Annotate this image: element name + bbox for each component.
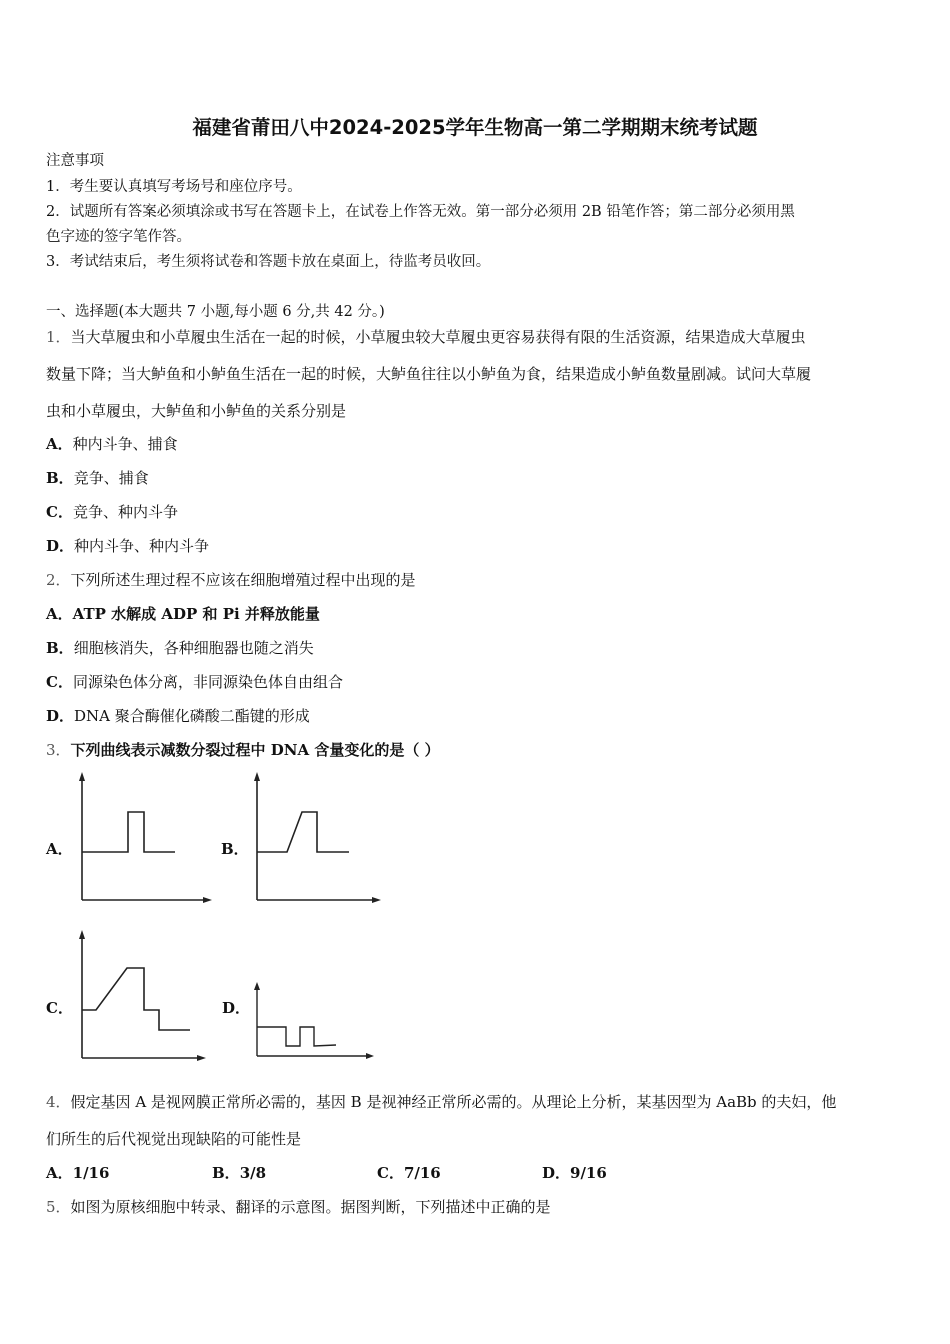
option-d[interactable] [542, 1164, 607, 1182]
graph-c[interactable] [70, 928, 215, 1068]
notice-heading: 注意事项 [46, 153, 104, 169]
option-text: 7/16 [403, 1164, 441, 1182]
option-letter: D． [46, 707, 75, 725]
notice-item: 色字迹的签字笔作答。 [46, 229, 191, 245]
option-c[interactable] [377, 1164, 441, 1182]
graph-label-b[interactable]: B． [221, 840, 249, 858]
option-letter: B． [46, 639, 74, 657]
option-letter: A． [46, 1164, 73, 1182]
option-b[interactable] [46, 469, 916, 487]
option-text: 竞争、种内斗争 [72, 503, 178, 521]
y-axis-arrow [79, 930, 85, 939]
x-axis-arrow [372, 897, 381, 903]
option-text: 同源染色体分离，非同源染色体自由组合 [72, 673, 343, 691]
question-number: 1． [46, 328, 71, 346]
option-letter: A． [46, 605, 73, 623]
option-letter: B． [46, 469, 74, 487]
option-letter: C． [46, 503, 73, 521]
graph-d[interactable] [246, 980, 381, 1065]
question-number: 4． [46, 1093, 71, 1111]
x-axis-arrow [366, 1053, 374, 1059]
question-2-line [46, 571, 916, 589]
option-a[interactable] [46, 605, 916, 623]
question-1-line [46, 328, 916, 346]
option-text: DNA 聚合酶催化磷酸二酯键的形成 [74, 707, 310, 725]
option-text: 9/16 [570, 1164, 607, 1182]
answer-row [46, 1164, 916, 1182]
option-letter: D． [542, 1164, 571, 1182]
graph-label-c[interactable]: C． [46, 999, 73, 1017]
option-text: ATP 水解成 ADP 和 Pi 并释放能量 [72, 605, 320, 623]
option-letter: A． [46, 435, 73, 453]
notice-item: 2．试题所有答案必须填涂或书写在答题卡上，在试卷上作答无效。第一部分必须用 2B 铅笔作答；第二部分必须用黑 [46, 204, 795, 220]
question-4-line [46, 1093, 916, 1111]
option-text: 竞争、捕食 [73, 469, 149, 487]
graph-b[interactable] [245, 770, 390, 910]
y-axis-arrow [254, 772, 260, 781]
option-c[interactable] [46, 673, 916, 691]
question-stem: 如图为原核细胞中转录、翻译的示意图。据图判断，下列描述中正确的是 [70, 1198, 551, 1216]
option-text: 种内斗争、种内斗争 [74, 537, 210, 555]
question-stem: 们所生的后代视觉出现缺陷的可能性是 [46, 1130, 302, 1148]
section-heading: 一、选择题(本大题共 7 小题,每小题 6 分,共 42 分。) [46, 304, 385, 320]
y-axis-arrow [79, 772, 85, 781]
option-text: 种内斗争、捕食 [72, 435, 178, 453]
graph-a[interactable] [70, 770, 215, 910]
option-b[interactable] [212, 1164, 266, 1182]
question-3-line [46, 741, 916, 759]
question-stem: 下列曲线表示减数分裂过程中 DNA 含量变化的是（ ） [70, 741, 440, 759]
option-letter: C． [46, 673, 73, 691]
graph-label-a[interactable]: A． [46, 840, 73, 858]
notice-item: 1．考生要认真填写考场号和座位序号。 [46, 179, 302, 195]
curve [257, 1027, 336, 1046]
question-stem: 虫和小草履虫，大鲈鱼和小鲈鱼的关系分别是 [46, 402, 347, 420]
page-title: 福建省莆田八中2024-2025学年生物高一第二学期期末统考试题 [192, 116, 758, 139]
option-d[interactable] [46, 707, 916, 725]
option-letter: C． [377, 1164, 404, 1182]
curve [257, 812, 349, 852]
curve [82, 968, 190, 1030]
x-axis-arrow [203, 897, 212, 903]
option-a[interactable] [46, 1164, 109, 1182]
question-number: 5． [46, 1198, 71, 1216]
question-stem: 数量下降；当大鲈鱼和小鲈鱼生活在一起的时候，大鲈鱼往往以小鲈鱼为食，结果造成小鲈鱼数量剧减。试问大草履 [46, 365, 812, 383]
option-text: 细胞核消失，各种细胞器也随之消失 [73, 639, 314, 657]
graph-label-d[interactable]: D． [222, 999, 251, 1017]
question-stem: 假定基因 A 是视网膜正常所必需的，基因 B 是视神经正常所必需的。从理论上分析，某基因型为 AaBb 的夫妇，他 [70, 1093, 837, 1111]
option-a[interactable] [46, 435, 916, 453]
notice-item: 3．考试结束后，考生须将试卷和答题卡放在桌面上，待监考员收回。 [46, 254, 491, 270]
option-letter: B． [212, 1164, 240, 1182]
option-b[interactable] [46, 639, 916, 657]
x-axis-arrow [197, 1055, 206, 1061]
y-axis-arrow [254, 982, 260, 990]
option-text: 3/8 [239, 1164, 267, 1182]
option-c[interactable] [46, 503, 916, 521]
question-5-line [46, 1198, 916, 1216]
option-letter: D． [46, 537, 75, 555]
curve [82, 812, 175, 852]
question-number: 2． [46, 571, 71, 589]
option-text: 1/16 [72, 1164, 110, 1182]
question-stem: 下列所述生理过程不应该在细胞增殖过程中出现的是 [70, 571, 416, 589]
question-number: 3． [46, 741, 71, 759]
question-stem: 当大草履虫和小草履虫生活在一起的时候，小草履虫较大草履虫更容易获得有限的生活资源，结果造成大草履虫 [70, 328, 806, 346]
option-d[interactable] [46, 537, 916, 555]
